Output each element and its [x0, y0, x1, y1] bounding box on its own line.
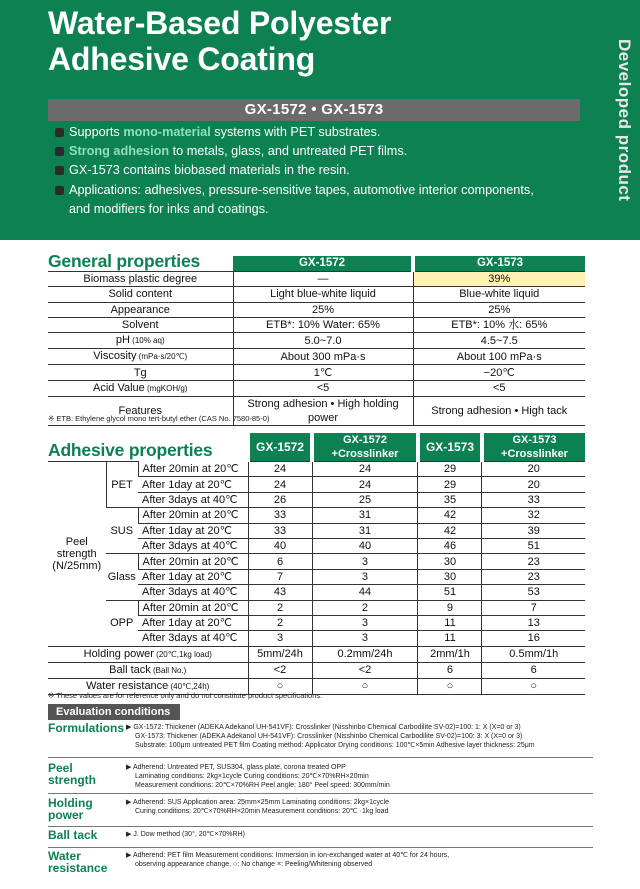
- evaluation-title: [48, 797, 124, 821]
- substrate-label: Glass: [106, 554, 138, 600]
- row-unit: (40℃,24h): [168, 681, 210, 691]
- evaluation-title-line: Holding: [48, 796, 93, 810]
- value-cell: 3: [248, 631, 312, 646]
- condition-label: After 1day at 20℃: [138, 615, 248, 630]
- evaluation-conditions-heading: Evaluation conditions: [48, 704, 180, 720]
- evaluation-title: Peel strength: [48, 761, 96, 787]
- value-gx1573: 25%: [413, 302, 585, 317]
- evaluation-line: ▶ GX-1572: Thickener (ADEKA Adekanol UH-541VF): Crosslinker (Nisshinbo Chemical Carbodilite SV-02)=100: 1: X (X=0 or 3): [126, 724, 521, 731]
- general-header-row: [48, 256, 585, 271]
- value-cell: 32: [482, 508, 585, 523]
- bullet-highlight: Strong adhesion: [69, 144, 170, 159]
- value-gx1572: About 300 mPa·s: [233, 349, 413, 365]
- general-properties-table: [48, 256, 585, 426]
- row-unit: (20℃,1kg load): [153, 649, 212, 659]
- product-code-bar: GX-1572 • GX-1573: [48, 99, 580, 121]
- page-title: [48, 5, 391, 77]
- peel-label-line: (N/25mm): [52, 559, 102, 572]
- row-label-text: Acid Value: [93, 381, 145, 394]
- row-label: [48, 333, 233, 349]
- value-cell: 51: [482, 538, 585, 553]
- value-gx1573: About 100 mPa·s: [413, 349, 585, 365]
- header-col-line: GX-1573: [425, 440, 474, 454]
- row-label: [48, 646, 248, 662]
- row-label: [48, 287, 233, 302]
- value-cell: 44: [312, 585, 418, 600]
- value-gx1573: 39%: [413, 271, 585, 286]
- row-label-text: Appearance: [110, 303, 170, 316]
- evaluation-detail: [126, 830, 596, 839]
- substrate-label: SUS: [106, 508, 138, 554]
- row-label-text: Ball tack: [109, 663, 151, 676]
- arrow-icon: ▶: [126, 724, 134, 731]
- condition-label: After 3days at 40℃: [138, 492, 248, 507]
- value-cell: 33: [482, 492, 585, 507]
- evaluation-line: ▶ Adherend: PET film Measurement conditions: Immersion in ion-exchanged water at 40℃ for 24 hours,: [126, 852, 450, 859]
- value-cell: 0.5mm/1h: [482, 646, 585, 662]
- condition-label: After 20min at 20℃: [138, 508, 248, 523]
- row-label-text: Features: [118, 404, 162, 417]
- header-col: [418, 433, 482, 462]
- value-cell: 23: [482, 554, 585, 569]
- evaluation-line: ▶ J. Dow method (30°, 20℃×70%RH): [126, 831, 245, 838]
- value-gx1573: Blue-white liquid: [413, 287, 585, 302]
- value-cell: 20: [482, 462, 585, 477]
- evaluation-item: [48, 762, 593, 794]
- evaluation-item: [48, 850, 593, 878]
- value-cell: 39: [482, 523, 585, 538]
- value-cell: 3: [312, 615, 418, 630]
- value-cell: 7: [482, 600, 585, 615]
- row-label-text: Solvent: [121, 319, 159, 332]
- value-cell: 2: [248, 615, 312, 630]
- value-gx1572: Light blue-white liquid: [233, 287, 413, 302]
- table-row: [48, 646, 585, 662]
- evaluation-title-line: power: [48, 808, 84, 822]
- row-label: [48, 662, 248, 678]
- table-row: [48, 333, 585, 349]
- value-cell: 46: [418, 538, 482, 553]
- value-cell: 53: [482, 585, 585, 600]
- table-row: [48, 287, 585, 302]
- adhesive-properties-heading: Adhesive properties: [48, 440, 213, 460]
- row-label: [48, 349, 233, 365]
- condition-label: After 3days at 40℃: [138, 538, 248, 553]
- header-col-line: +Crosslinker: [331, 448, 399, 460]
- value-cell: 16: [482, 631, 585, 646]
- value-cell: 23: [482, 569, 585, 584]
- value-cell: 33: [248, 523, 312, 538]
- developed-product-label: Developed product: [615, 38, 634, 202]
- bullet-item: Applications: adhesives, pressure-sensitive tapes, automotive interior components,: [55, 181, 590, 200]
- evaluation-line: Substrate: 100μm untreated PET film Coating method: Applicator Drying conditions: 100℃×5min Adhesive layer thickness: 25μm: [135, 742, 535, 749]
- evaluation-line: ▶ Adherend: SUS Application area: 25mm×25mm Laminating conditions: 2kg×1cycle: [126, 799, 389, 806]
- value-cell: 6: [248, 554, 312, 569]
- table-row: [48, 302, 585, 317]
- row-unit: (mgKOH/g): [144, 383, 188, 393]
- value-cell: 7: [248, 569, 312, 584]
- header-col: [482, 433, 585, 462]
- evaluation-line: Measurement conditions: 20℃×70%RH Peel angle: 180° Peel speed: 300mm/min: [135, 782, 390, 789]
- value-cell: ○: [248, 678, 312, 694]
- arrow-icon: ▶: [126, 764, 133, 771]
- value-cell: <2: [312, 662, 418, 678]
- header-col-line: GX-1573: [512, 434, 557, 446]
- table-row: [48, 462, 585, 477]
- row-unit: (mPa·s/20℃): [136, 352, 188, 362]
- value-cell: 20: [482, 477, 585, 492]
- evaluation-line: GX-1573: Thickener (ADEKA Adekanol UH-541VF): Crosslinker (Nisshinbo Chemical Carbodilite SV-02)=100: 3: X (X=0 or 3): [135, 733, 523, 740]
- value-cell: 40: [248, 538, 312, 553]
- value-cell: 43: [248, 585, 312, 600]
- substrate-label: PET: [106, 462, 138, 508]
- general-properties-heading: General properties: [48, 251, 201, 271]
- row-label: [48, 271, 233, 286]
- condition-label: After 20min at 20℃: [138, 554, 248, 569]
- value-cell: 30: [418, 554, 482, 569]
- condition-label: After 20min at 20℃: [138, 600, 248, 615]
- header-col-line: GX-1572: [342, 434, 387, 446]
- value-gx1572: 1℃: [233, 365, 413, 380]
- evaluation-detail: [126, 763, 596, 790]
- condition-label: After 3days at 40℃: [138, 585, 248, 600]
- value-gx1573: Strong adhesion • High tack: [413, 396, 585, 425]
- value-cell: <2: [248, 662, 312, 678]
- value-gx1572: 5.0~7.0: [233, 333, 413, 349]
- value-cell: 33: [248, 508, 312, 523]
- row-label-text: Holding power: [83, 647, 154, 660]
- value-cell: 35: [418, 492, 482, 507]
- value-cell: 42: [418, 508, 482, 523]
- row-label-text: Solid content: [108, 288, 173, 301]
- value-cell: 2: [312, 600, 418, 615]
- bullet-item: GX-1573 contains biobased materials in the resin.: [55, 161, 590, 180]
- arrow-icon: ▶: [126, 799, 133, 806]
- value-cell: 40: [312, 538, 418, 553]
- header-col-line: GX-1572: [255, 440, 305, 454]
- header-col: [312, 433, 418, 462]
- value-gx1573: <5: [413, 380, 585, 396]
- header-blank: [48, 433, 248, 462]
- value-cell: 24: [312, 462, 418, 477]
- table-row: [48, 600, 585, 615]
- evaluation-title: Ball tack: [48, 828, 98, 842]
- value-cell: 2mm/1h: [418, 646, 482, 662]
- value-cell: 13: [482, 615, 585, 630]
- table-row: [48, 271, 585, 286]
- value-cell: 31: [312, 523, 418, 538]
- arrow-icon: ▶: [126, 831, 134, 838]
- table-row: [48, 365, 585, 380]
- evaluation-detail: [126, 851, 596, 869]
- condition-label: After 3days at 40℃: [138, 631, 248, 646]
- value-cell: 31: [312, 508, 418, 523]
- evaluation-item: [48, 722, 593, 758]
- table-row: [48, 349, 585, 365]
- evaluation-detail: [126, 798, 596, 816]
- header-col: [248, 433, 312, 462]
- adhesive-properties-table: [48, 433, 585, 695]
- value-gx1572: <5: [233, 380, 413, 396]
- header-gx1573: GX-1573: [413, 256, 585, 271]
- table-row: [48, 554, 585, 569]
- value-cell: 11: [418, 631, 482, 646]
- row-label-text: pH: [115, 334, 130, 347]
- value-cell: 24: [248, 477, 312, 492]
- value-cell: 30: [418, 569, 482, 584]
- title-line-1: Water-Based Polyester: [48, 5, 392, 41]
- table-row: [48, 318, 585, 333]
- value-cell: 24: [312, 477, 418, 492]
- row-label-text: Water resistance: [86, 679, 169, 692]
- value-cell: 29: [418, 462, 482, 477]
- value-gx1573: −20℃: [413, 365, 585, 380]
- value-gx1572: 25%: [233, 302, 413, 317]
- table-row: [48, 380, 585, 396]
- value-cell: 24: [248, 462, 312, 477]
- evaluation-detail: [126, 723, 596, 750]
- value-cell: 29: [418, 477, 482, 492]
- arrow-icon: ▶: [126, 852, 133, 859]
- value-cell: 0.2mm/24h: [312, 646, 418, 662]
- value-gx1572: ETB*: 10% Water: 65%: [233, 318, 413, 333]
- row-label: [48, 380, 233, 396]
- value-cell: 42: [418, 523, 482, 538]
- row-label-text: Viscosity: [93, 350, 137, 363]
- row-unit: (Ball No.): [150, 665, 187, 675]
- value-cell: ○: [312, 678, 418, 694]
- evaluation-item: [48, 829, 593, 848]
- evaluation-title: Formulations: [48, 721, 125, 735]
- etb-footnote: ※ ETB: Ethylene glycol mono tert-butyl ether (CAS No. 7580-85-0): [48, 414, 270, 423]
- peel-label-line: strength: [56, 547, 97, 560]
- header-gx1572: GX-1572: [233, 256, 413, 271]
- value-cell: 3: [312, 554, 418, 569]
- reference-footnote: ※ These values are for reference only and do not constitute product specifications.: [48, 691, 323, 700]
- row-label: [48, 318, 233, 333]
- value-cell: 25: [312, 492, 418, 507]
- condition-label: After 1day at 20℃: [138, 477, 248, 492]
- value-gx1573: ETB*: 10% 水: 65%: [413, 318, 585, 333]
- header-col-line: +Crosslinker: [501, 448, 568, 460]
- row-label-text: Biomass plastic degree: [83, 273, 198, 286]
- condition-label: After 20min at 20℃: [138, 462, 248, 477]
- table-row: [48, 508, 585, 523]
- evaluation-line: Curing conditions: 20℃×70%RH×20min Measurement conditions: 20℃ ·1kg load: [135, 808, 389, 815]
- evaluation-line: ▶ Adherend: Untreated PET, SUS304, glass plate, corona treated OPP: [126, 764, 346, 771]
- value-cell: 5mm/24h: [248, 646, 312, 662]
- evaluation-title-line: resistance: [48, 861, 108, 875]
- evaluation-line: observing appearance change. ○: No change ×: Peeling/Whitening observed: [135, 861, 373, 868]
- peel-strength-label: [48, 462, 106, 647]
- bullet-item: Supports mono-material systems with PET substrates.: [55, 123, 590, 142]
- value-gx1573: 4.5~7.5: [413, 333, 585, 349]
- peel-label-line: Peel: [65, 535, 88, 548]
- value-cell: 3: [312, 631, 418, 646]
- row-label: [48, 365, 233, 380]
- adhesive-header-row: [48, 433, 585, 462]
- value-cell: 51: [418, 585, 482, 600]
- bullet-highlight: mono-material: [123, 125, 211, 139]
- header-banner: [0, 0, 640, 240]
- value-cell: 3: [312, 569, 418, 584]
- row-label-text: Tg: [133, 366, 147, 379]
- condition-label: After 1day at 20℃: [138, 523, 248, 538]
- condition-label: After 1day at 20℃: [138, 569, 248, 584]
- evaluation-item: [48, 797, 593, 827]
- value-cell: 6: [482, 662, 585, 678]
- feature-bullets: [55, 123, 590, 219]
- bullet-item: and modifiers for inks and coatings.: [69, 201, 269, 216]
- value-cell: 26: [248, 492, 312, 507]
- value-cell: 2: [248, 600, 312, 615]
- value-cell: ○: [482, 678, 585, 694]
- evaluation-title-line: Water: [48, 849, 81, 863]
- header-blank: [48, 256, 233, 271]
- row-label: [48, 302, 233, 317]
- table-row: [48, 662, 585, 678]
- value-cell: 11: [418, 615, 482, 630]
- value-gx1572: Strong adhesion • High holding power: [233, 396, 413, 425]
- substrate-label: OPP: [106, 600, 138, 646]
- value-cell: 6: [418, 662, 482, 678]
- value-cell: ○: [418, 678, 482, 694]
- title-line-2: Adhesive Coating: [48, 41, 316, 77]
- row-unit: (10% aq): [129, 336, 165, 346]
- evaluation-line: Laminating conditions: 2kg×1cycle Curing conditions: 20℃×70%RH×20min: [135, 773, 369, 780]
- bullet-item: Strong adhesion to metals, glass, and untreated PET films.: [55, 142, 590, 161]
- value-gx1572: —: [233, 271, 413, 286]
- evaluation-title: [48, 850, 124, 874]
- value-cell: 9: [418, 600, 482, 615]
